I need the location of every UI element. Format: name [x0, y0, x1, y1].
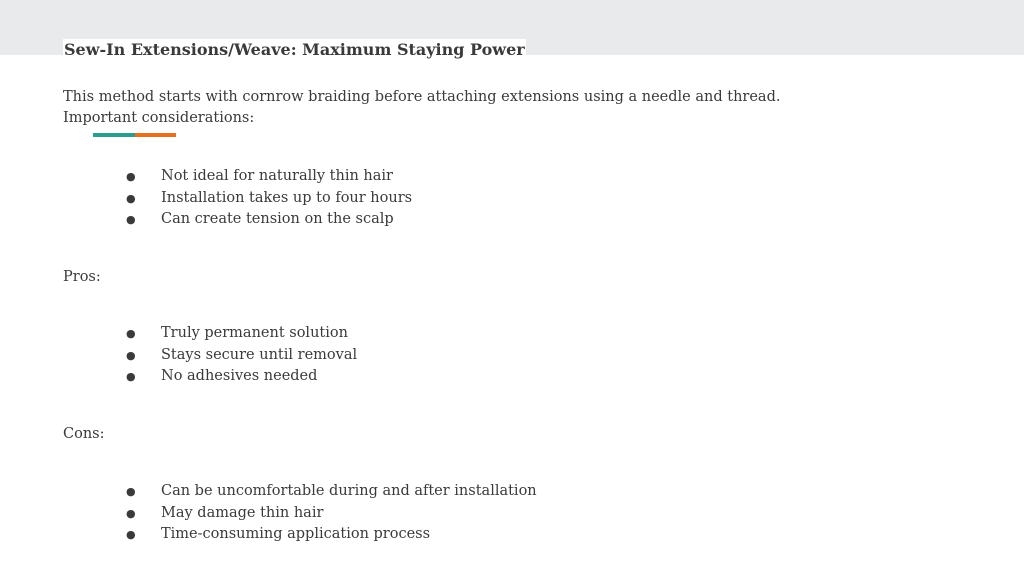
bullet-icon: ● — [126, 485, 136, 498]
list-item — [126, 481, 537, 503]
bullet-icon: ● — [126, 506, 136, 520]
bullet-icon: ● — [126, 348, 136, 362]
slide-title: Sew-In Extensions/Weave: Maximum Staying Power — [64, 40, 525, 59]
accent-divider — [93, 133, 176, 137]
list-item-text: May damage thin hair — [161, 504, 324, 521]
cons-heading: Cons: — [63, 426, 105, 442]
bullet-icon: ● — [126, 191, 136, 205]
list-item-text: Can create tension on the scalp — [161, 211, 394, 228]
list-item-text: Time-consuming application process — [161, 526, 431, 543]
bullet-icon: ● — [126, 528, 136, 542]
list-item — [126, 209, 412, 231]
accent-teal-segment — [93, 133, 135, 137]
list-item-text: Stays secure until removal — [161, 346, 358, 363]
list-item — [126, 366, 357, 388]
pros-heading: Pros: — [63, 269, 101, 285]
list-item — [126, 503, 537, 525]
pros-list — [126, 323, 357, 388]
list-item-text: No adhesives needed — [161, 368, 318, 385]
list-item — [126, 188, 412, 210]
intro-paragraph: This method starts with cornrow braiding before attaching extensions using a needle and thread. Important considerations: — [63, 89, 781, 126]
bullet-icon: ● — [126, 170, 136, 183]
list-item — [126, 524, 537, 546]
bullet-icon: ● — [126, 327, 136, 340]
considerations-list — [126, 166, 412, 231]
bullet-icon: ● — [126, 370, 136, 384]
list-item-text: Can be uncomfortable during and after installation — [161, 483, 537, 499]
list-item — [126, 323, 357, 345]
cons-list — [126, 481, 537, 546]
list-item-text: Truly permanent solution — [161, 325, 348, 341]
list-item — [126, 166, 412, 188]
bullet-icon: ● — [126, 213, 136, 227]
list-item-text: Not ideal for naturally thin hair — [161, 168, 393, 184]
accent-orange-segment — [135, 133, 177, 137]
list-item-text: Installation takes up to four hours — [161, 189, 413, 206]
list-item — [126, 345, 357, 367]
